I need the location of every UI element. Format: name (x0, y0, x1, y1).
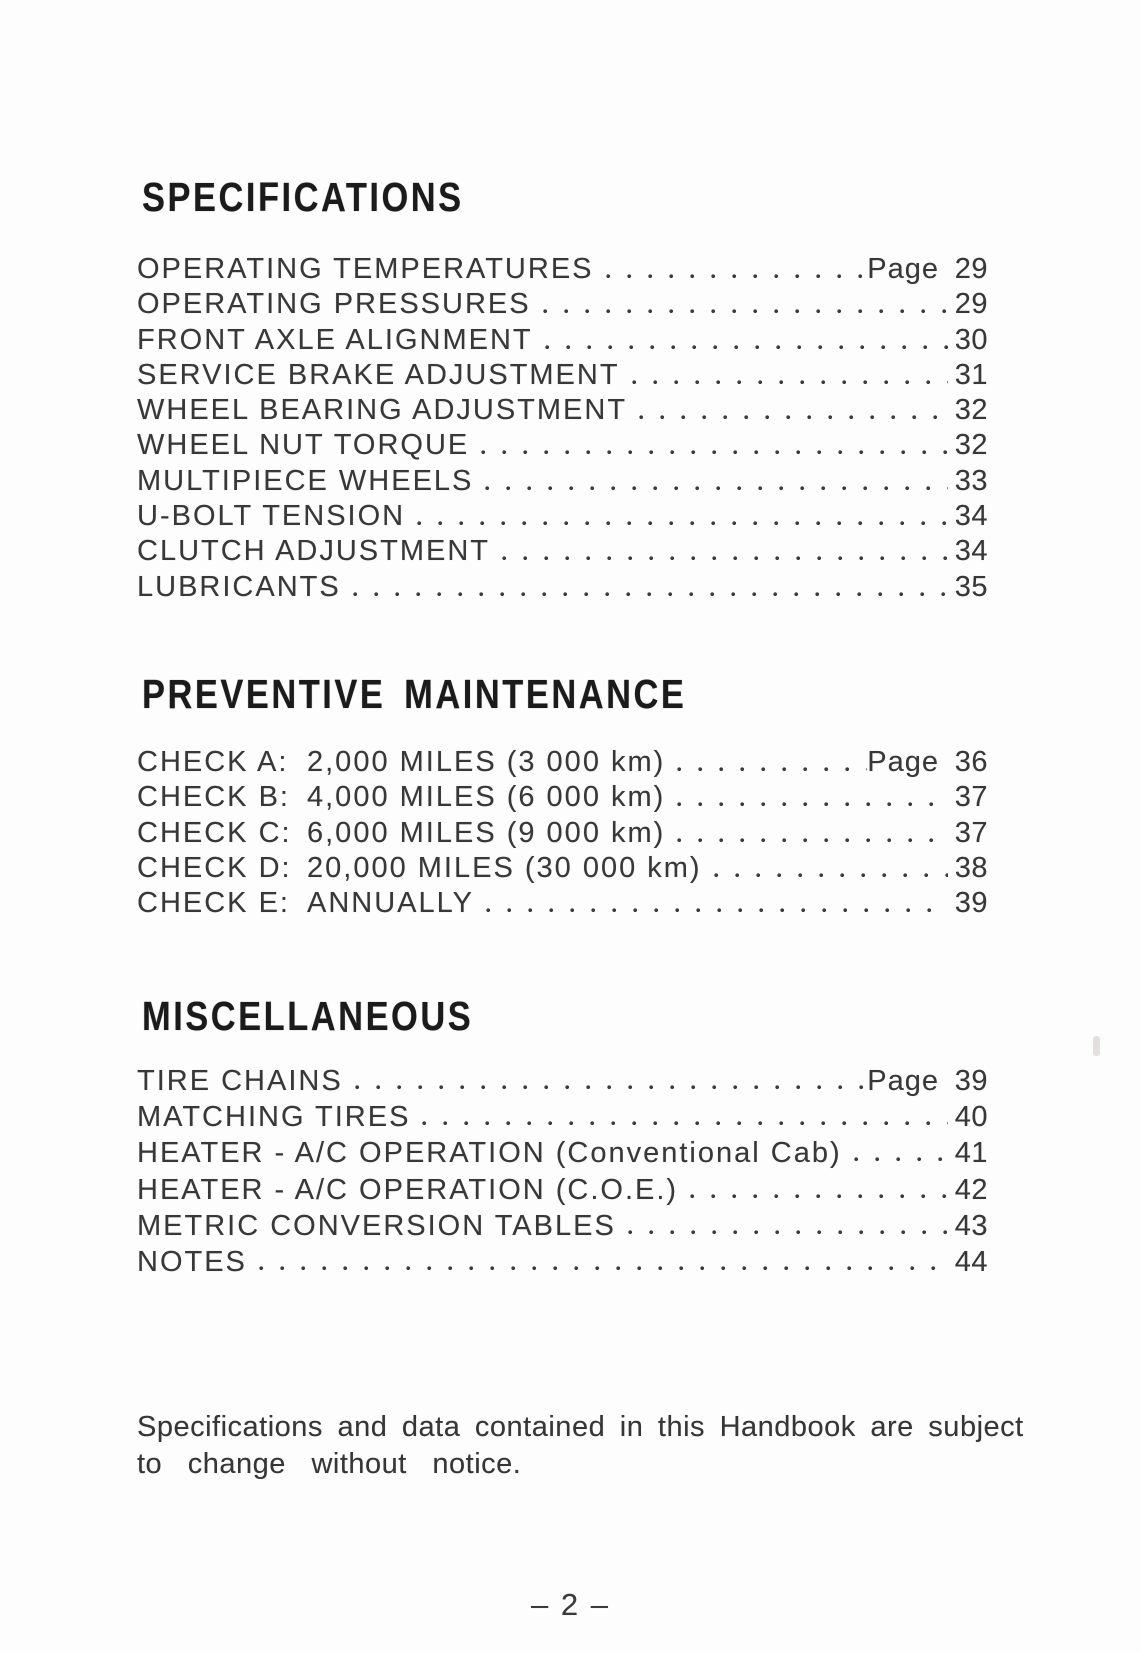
change-notice-line-2: to change without notice. (137, 1448, 522, 1480)
toc-item-label: U-BOLT TENSION (137, 500, 406, 533)
page-number: 29 (954, 288, 988, 321)
toc-row (137, 534, 988, 569)
page-number: 29 (954, 253, 988, 285)
check-label: CHECK B: (137, 781, 290, 814)
toc-list-specifications (137, 252, 988, 605)
page-number: 34 (954, 500, 988, 533)
dot-leader (490, 534, 948, 569)
dot-leader (343, 1063, 868, 1099)
toc-item-label: MATCHING TIRES (137, 1101, 411, 1134)
toc-row (137, 323, 988, 358)
toc-item-label: MULTIPIECE WHEELS (137, 464, 474, 497)
toc-row (137, 358, 988, 393)
toc-item-label: ANNUALLY (307, 887, 474, 920)
toc-item-label: OPERATING TEMPERATURES (137, 253, 594, 285)
dot-leader (533, 323, 948, 358)
dot-leader (473, 464, 948, 499)
page-number: 37 (954, 781, 988, 814)
page-number: 43 (954, 1209, 988, 1242)
check-label: CHECK D: (137, 851, 292, 884)
toc-row (137, 1208, 988, 1244)
page-word: Page (867, 1065, 939, 1097)
toc-row (137, 886, 988, 921)
dot-leader (410, 1099, 948, 1135)
dot-leader (474, 886, 948, 921)
toc-item-label: OPERATING PRESSURES (137, 288, 531, 321)
page-number: 37 (954, 816, 988, 849)
toc-row (137, 851, 988, 886)
toc-row (137, 252, 988, 287)
toc-row (137, 1244, 988, 1280)
dot-leader (469, 428, 948, 463)
toc-row (137, 1135, 988, 1171)
check-label: CHECK C: (137, 816, 292, 849)
page-number: 32 (954, 429, 988, 462)
toc-row (137, 393, 988, 428)
section-title-miscellaneous: MISCELLANEOUS (142, 993, 474, 1039)
toc-item-label: FRONT AXLE ALIGNMENT (137, 323, 533, 356)
page-number: 32 (954, 394, 988, 427)
toc-row (137, 816, 988, 851)
toc-row (137, 1172, 988, 1208)
dot-leader (247, 1244, 948, 1280)
toc-row (137, 287, 988, 322)
toc-item-label: CLUTCH ADJUSTMENT (137, 535, 491, 568)
dot-leader (627, 393, 948, 428)
page-number: 34 (954, 535, 988, 568)
toc-row (137, 428, 988, 463)
toc-item-label: TIRE CHAINS (137, 1065, 343, 1097)
page-word: Page (867, 253, 939, 285)
check-label: CHECK A: (137, 746, 289, 778)
toc-row (137, 1063, 988, 1099)
toc-item-label: METRIC CONVERSION TABLES (137, 1209, 616, 1242)
page-number-footer: – 2 – (531, 1587, 610, 1622)
page-number: 39 (954, 1065, 988, 1097)
toc-item-label: NOTES (137, 1245, 247, 1278)
toc-row (137, 570, 988, 605)
scan-artifact-mark (1093, 1036, 1100, 1056)
change-notice-line-1: Specifications and data contained in this Handbook are subject (137, 1411, 1024, 1443)
toc-item-label: 6,000 MILES (9 000 km) (307, 816, 666, 849)
toc-item-label: SERVICE BRAKE ADJUSTMENT (137, 358, 620, 391)
toc-item-label: 2,000 MILES (3 000 km) (307, 746, 666, 778)
page-number: 31 (954, 358, 988, 391)
dot-leader (594, 252, 868, 287)
page-number: 38 (954, 851, 988, 884)
toc-row (137, 780, 988, 815)
dot-leader (531, 287, 948, 322)
toc-item-label: WHEEL NUT TORQUE (137, 429, 470, 462)
dot-leader (341, 570, 948, 605)
toc-item-label: 4,000 MILES (6 000 km) (307, 781, 666, 814)
toc-item-label: HEATER - A/C OPERATION (Conventional Cab) (137, 1137, 842, 1170)
dot-leader (616, 1208, 948, 1244)
toc-list-preventive-maintenance (137, 745, 988, 921)
toc-item-label: 20,000 MILES (30 000 km) (307, 851, 702, 884)
dot-leader (665, 816, 948, 851)
page-number: 30 (954, 323, 988, 356)
toc-item-label: LUBRICANTS (137, 570, 341, 603)
section-title-specifications: SPECIFICATIONS (142, 174, 464, 220)
dot-leader (665, 780, 948, 815)
toc-item-label: HEATER - A/C OPERATION (C.O.E.) (137, 1173, 679, 1206)
page-word: Page (867, 746, 939, 778)
page-number: 39 (954, 887, 988, 920)
page-number: 35 (954, 570, 988, 603)
toc-item-label: WHEEL BEARING ADJUSTMENT (137, 394, 628, 427)
page-number: 36 (954, 746, 988, 778)
dot-leader (678, 1172, 948, 1208)
page-number: 33 (954, 464, 988, 497)
dot-leader (620, 358, 948, 393)
section-title-preventive-maintenance: PREVENTIVE MAINTENANCE (142, 671, 687, 717)
dot-leader (405, 499, 948, 534)
toc-list-miscellaneous (137, 1063, 988, 1280)
toc-row (137, 499, 988, 534)
dot-leader (665, 745, 867, 780)
toc-row (137, 745, 988, 780)
page-number: 42 (954, 1173, 988, 1206)
page-number: 41 (954, 1137, 988, 1170)
change-notice-text (137, 1409, 1024, 1483)
toc-row (137, 1099, 988, 1135)
page-number: 40 (954, 1101, 988, 1134)
dot-leader (842, 1135, 948, 1171)
page-number: 44 (954, 1245, 988, 1278)
check-label: CHECK E: (137, 887, 290, 920)
toc-row (137, 464, 988, 499)
dot-leader (702, 851, 948, 886)
